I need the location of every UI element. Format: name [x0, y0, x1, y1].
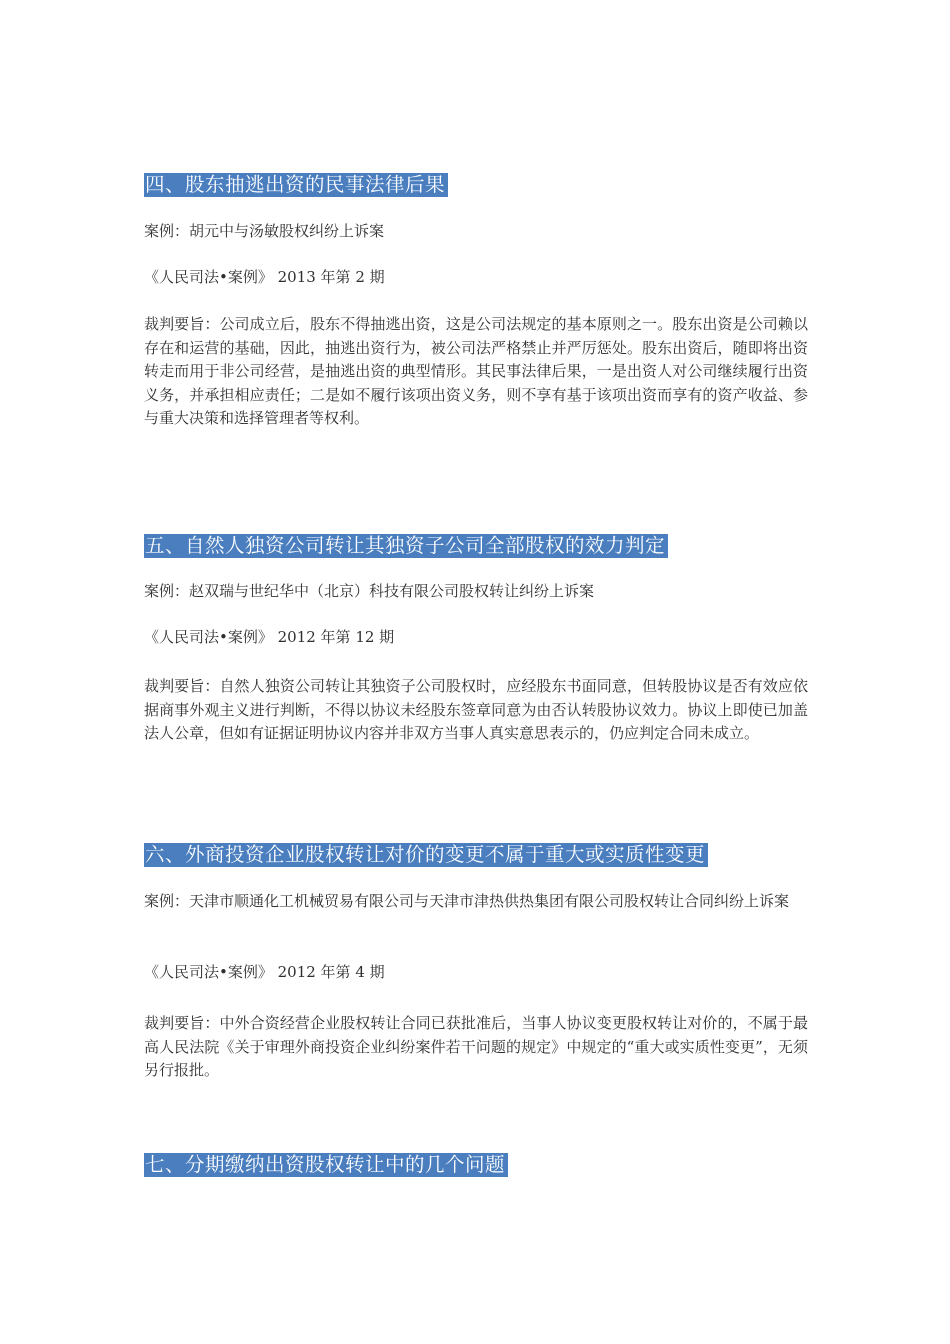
ruling-summary-4: 裁判要旨：公司成立后，股东不得抽逃出资，这是公司法规定的基本原则之一。股东出资是公司赖以存在和运营的基础，因此，抽逃出资行为，被公司法严格禁止并严厉惩处。股东出资后，随即将出资转走而用于非公司经营，是抽逃出资的典型情形。其民事法律后果，一是出资人对公司继续履行出资义务，并承担相应责任；二是如不履行该项出资义务，则不享有基于该项出资而享有的资产收益、参与重大决策和选择管理者等权利。 — [144, 315, 808, 427]
case-title-4: 案例：胡元中与汤敏股权纠纷上诉案 — [144, 222, 385, 240]
source-citation-4: 《人民司法•案例》 2013 年第 2 期 — [144, 268, 385, 286]
section-heading-7: 七、分期缴纳出资股权转让中的几个问题 — [144, 1153, 508, 1177]
section-heading-5: 五、自然人独资公司转让其独资子公司全部股权的效力判定 — [144, 534, 668, 558]
case-title-6: 案例：天津市顺通化工机械贸易有限公司与天津市津热供热集团有限公司股权转让合同纠纷上诉案 — [144, 892, 790, 910]
section-heading-4: 四、股东抽逃出资的民事法律后果 — [144, 173, 448, 197]
ruling-summary-6: 裁判要旨：中外合资经营企业股权转让合同已获批准后，当事人协议变更股权转让对价的，不属于最高人民法院《关于审理外商投资企业纠纷案件若干问题的规定》中规定的“重大或实质性变更”，无须另行报批。 — [144, 1014, 808, 1079]
source-citation-5: 《人民司法•案例》 2012 年第 12 期 — [144, 628, 395, 646]
ruling-summary-5: 裁判要旨：自然人独资公司转让其独资子公司股权时，应经股东书面同意，但转股协议是否有效应依据商事外观主义进行判断，不得以协议未经股东签章同意为由否认转股协议效力。协议上即使已加盖法人公章，但如有证据证明协议内容并非双方当事人真实意思表示的，仍应判定合同未成立。 — [144, 677, 808, 742]
source-citation-6: 《人民司法•案例》 2012 年第 4 期 — [144, 963, 385, 981]
section-heading-6: 六、外商投资企业股权转让对价的变更不属于重大或实质性变更 — [144, 843, 708, 867]
case-title-5: 案例：赵双瑞与世纪华中（北京）科技有限公司股权转让纠纷上诉案 — [144, 582, 595, 600]
